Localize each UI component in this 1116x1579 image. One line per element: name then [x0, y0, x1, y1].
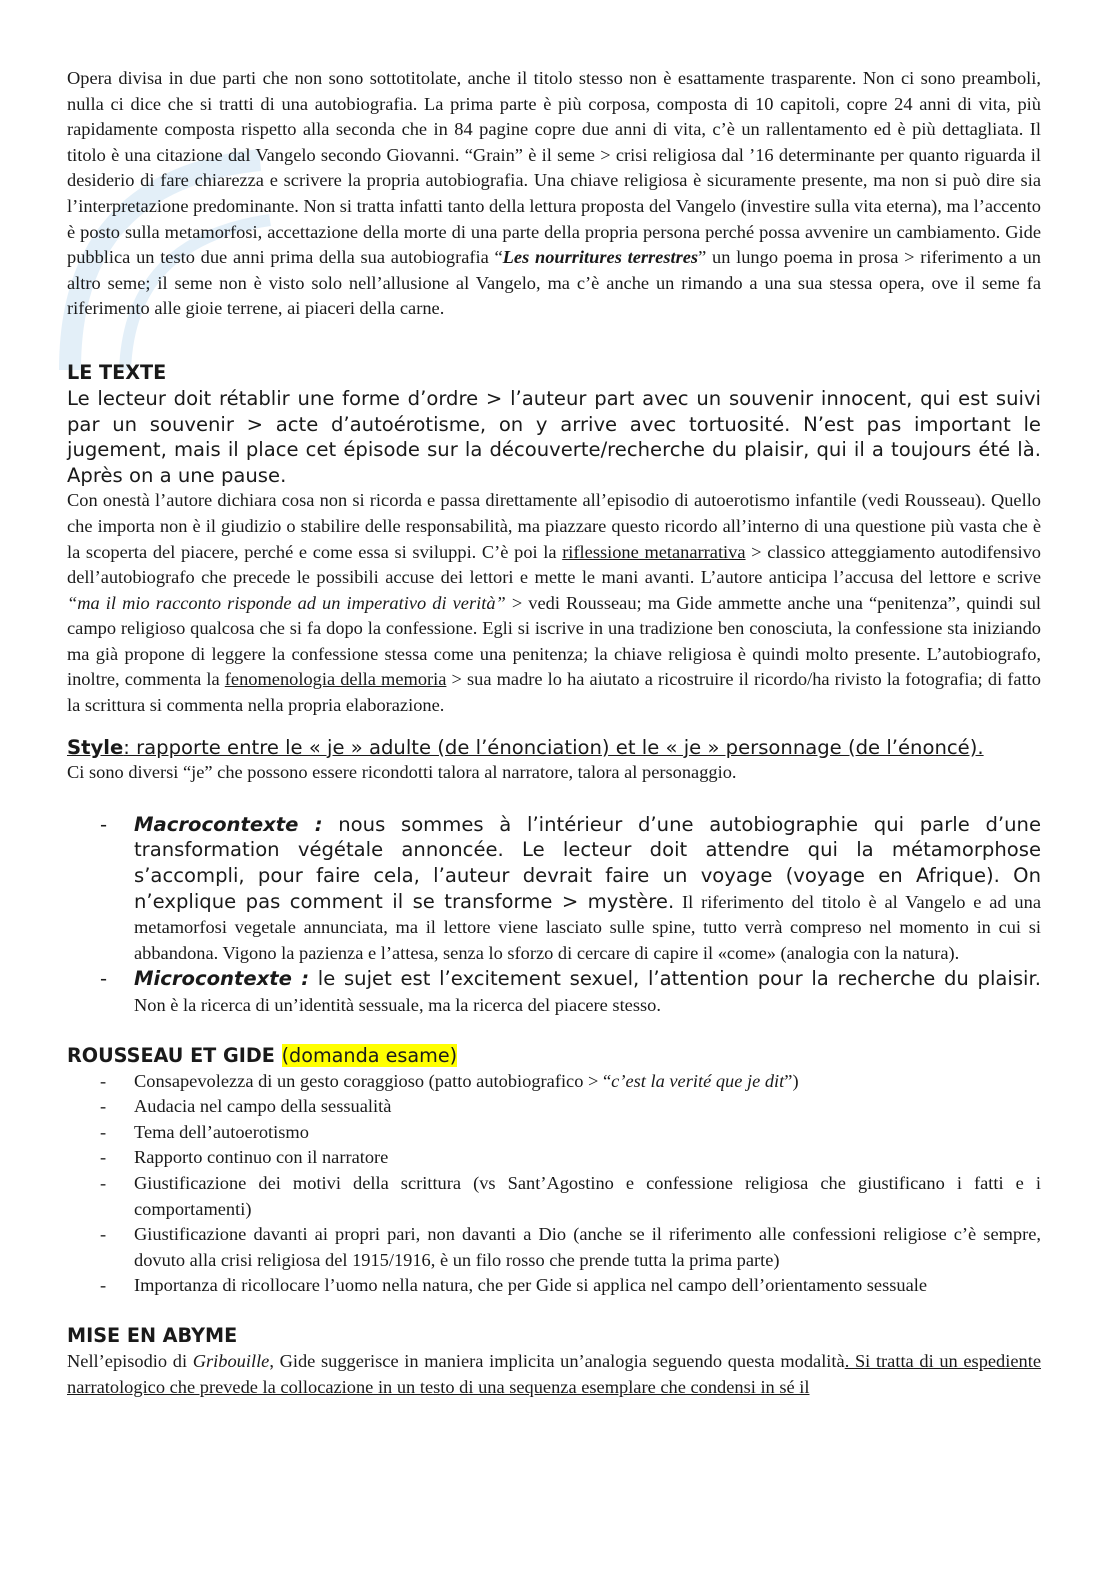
abyme-paragraph: Nell’episodio di Gribouille, Gide suggerisce in maniera implicita un’analogia seguendo questa modalità. Si tratta di un espediente narratologico che prevede la collocazione in un testo di una sequenza esemplare che condensi in sé il — [67, 1350, 1041, 1397]
list-item: - Tema dell’autoerotismo — [100, 1121, 309, 1142]
heading-le-texte: LE TEXTE — [67, 360, 167, 384]
list-item-microcontexte: - Microcontexte : le sujet est l’excitement sexuel, l’attention pour la recherche du plaisir. Non è la ricerca di un’identità sessuale, ma la ricerca del piacere stesso. — [100, 967, 1041, 1015]
context-list — [67, 812, 1041, 1019]
list-item: - Giustificazione davanti ai propri pari, non davanti a Dio (anche se il riferimento alle confessioni religiose c’è sempre, dovuto alla crisi religiosa del 1915/1916, è un filo rosso che prende tutta la prima parte) — [100, 1224, 1041, 1270]
intro-paragraph: Opera divisa in due parti che non sono sottotitolate, anche il titolo stesso non è esattamente trasparente. Non ci sono preamboli, nulla ci dice che si tratti di una autobiografia. La prima parte è più corposa, composta di 10 capitoli, copre 24 anni di vita, più rapidamente composta rispetto alla seconda che in 84 pagine copre due anni di vita, c’è un rallentamento ed è più dettagliata. Il titolo è una citazione dal Vangelo secondo Giovanni. “Grain” è il seme > crisi religiosa dal ’16 determinante per quanto riguarda il desiderio di fare chiarezza e scrivere la propria autobiografia. Una chiave religiosa è sicuramente presente, ma non si può dire sia l’interpretazione predominante. Non si tratta infatti tanto della lettura proposta del Vangelo (investire sulla vita eterna), ma l’accento è posto sulla metamorfosi, accettazione della morte di una parte della propria persona perché possa avvenire un cambiamento. Gide pubblica un testo due anni prima della sua autobiografia “Les nourritures terrestres” un lungo poema in prosa > riferimento a un altro seme; il seme non è visto solo nell’allusione al Vangelo, ma c’è anche un rimando a una sua stessa opera, ove il seme fa riferimento alle gioie terrene, ai piaceri della carne. — [67, 68, 1041, 319]
list-item: - Consapevolezza di un gesto coraggioso (patto autobiografico > “c’est la verité que je dit”) — [100, 1070, 799, 1091]
list-item-macrocontexte: - Macrocontexte : nous sommes à l’intérieur d’une autobiographie qui parle d’une transformation végétale annoncée. Le lecteur doit attendre qui la métamorphose s’accompli, pour faire cela, l’auteur devrait faire un voyage (voyage en Afrique). On n’explique pas comment il se transforme > mystère. Il riferimento del titolo è al Vangelo e ad una metamorfosi vegetale annunciata, ma il lettore viene lasciato sulle spine, tutto verrà compreso nel momento in cui si abbandona. Vigono la pazienza e l’attesa, senza lo sforzo di cercare di capire il «come» (analogia con la natura). — [100, 812, 1041, 963]
fenomenologia-memoria: fenomenologia della memoria — [224, 669, 447, 690]
heading-rousseau-gide: ROUSSEAU ET GIDE (domanda esame) — [67, 1043, 458, 1067]
riflessione-metanarrativa: riflessione metanarrativa — [562, 541, 746, 562]
list-item: - Giustificazione dei motivi della scrittura (vs Sant’Agostino e confessione religiosa che giustificano i fatti e i comportamenti) — [100, 1172, 1041, 1219]
list-item: - Importanza di ricollocare l’uomo nella natura, che per Gide si applica nel campo dell’orientamento sessuale — [100, 1275, 928, 1296]
heading-mise-en-abyme: MISE EN ABYME — [67, 1323, 238, 1347]
style-italian: Ci sono diversi “je” che possono essere ricondotti talora al narratore, talora al personaggio. — [67, 762, 737, 783]
list-item: - Rapporto continuo con il narratore — [100, 1147, 389, 1168]
document-page — [67, 66, 1041, 1400]
list-item: - Audacia nel campo della sessualità — [100, 1096, 392, 1117]
style-line: Style: rapporte entre le « je » adulte (de l’énonciation) et le « je » personnage (de l’énoncé). — [67, 735, 984, 759]
rousseau-list — [67, 1069, 1041, 1299]
highlight-domanda-esame: (domanda esame) — [281, 1043, 458, 1067]
texte-italian-paragraph: Con onestà l’autore dichiara cosa non si ricorda e passa direttamente all’episodio di autoerotismo infantile (vedi Rousseau). Quello che importa non è il giudizio o stabilire delle responsabilità, ma piazzare questo ricordo all’interno di una questione più vasta che è la scoperta del piacere, perché e come essa si sviluppi. C’è poi la riflessione metanarrativa > classico atteggiamento autodifensivo dell’autobiografo che precede le possibili accuse dei lettori e mette le mani avanti. L’autore anticipa l’accusa del lettore e scrive “ma il mio racconto risponde ad un imperativo di verità” > vedi Rousseau; ma Gide ammette anche una “penitenza”, quindi sul campo religioso qualcosa che si fa dopo la confessione. Egli si iscrive in una tradizione ben conosciuta, la confessione sta iniziando ma già propone di leggere la confessione stessa come una penitenza; la chiave religiosa è quindi molto presente. L’autobiografo, inoltre, commenta la fenomenologia della memoria > sua madre lo ha aiutato a ricostruire il ricordo/ha rivisto la fotografia; di fatto la scrittura si commenta nella propria elaborazione. — [67, 490, 1041, 716]
texte-french-paragraph: Le lecteur doit rétablir une forme d’ordre > l’auteur part avec un souvenir innocent, qui est suivi par un souvenir > acte d’autoérotisme, on y arrive avec tortuosité. N’est pas important le jugement, mais il place cet épisode sur la découverte/recherche du plaisir, qui il a toujours été là. Après on a une pause. — [67, 386, 1041, 487]
